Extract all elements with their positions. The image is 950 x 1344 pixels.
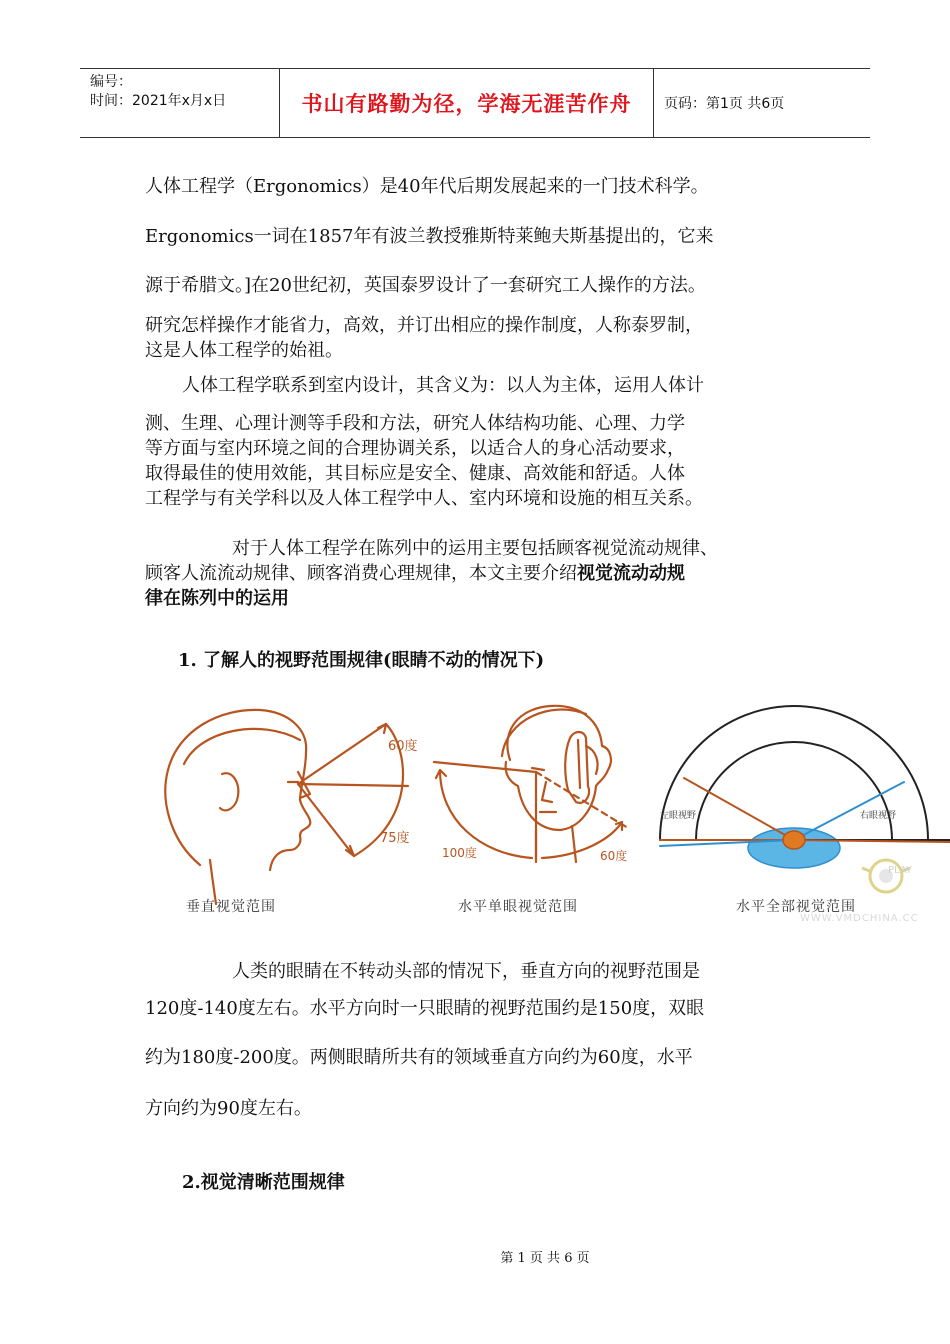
- body-text: 顾客人流流动规律、顾客消费心理规律，本文主要介绍: [145, 563, 577, 584]
- body-line: 这是人体工程学的始祖。: [145, 340, 343, 361]
- motto-text: 书山有路勤为径，学海无涯苦作舟: [301, 92, 632, 116]
- body-line: Ergonomics一词在1857年有波兰教授雅斯特莱鲍夫斯基提出的，它来: [145, 226, 714, 247]
- watermark-text: WWW.VMDCHINA.CC: [800, 913, 919, 924]
- body-line: 工程学与有关学科以及人体工程学中人、室内环境和设施的相互关系。: [145, 488, 703, 509]
- section-heading: 2.视觉清晰范围规律: [182, 1172, 345, 1193]
- body-line: 人类的眼睛在不转动头部的情况下，垂直方向的视野范围是: [232, 961, 700, 982]
- body-line: 方向约为90度左右。: [145, 1098, 312, 1119]
- body-line: [145, 559, 685, 585]
- page-label: 页码：第1页 共6页: [664, 96, 785, 112]
- mono-view-diagram: [434, 706, 628, 862]
- angle-up-label: 60度: [388, 739, 418, 754]
- body-line: 约为180度-200度。两侧眼睛所共有的领域垂直方向约为60度，水平: [145, 1047, 693, 1068]
- header-meta: [80, 69, 280, 137]
- number-label: 编号：: [90, 74, 132, 90]
- time-label: 时间：2021年x月x日: [90, 93, 227, 109]
- body-line: 测、生理、心理计测等手段和方法，研究人体结构功能、心理、力学: [145, 413, 685, 434]
- vertical-view-diagram: [165, 710, 408, 904]
- caption-vertical: 垂直视觉范围: [186, 899, 276, 915]
- body-emphasis: 视觉流动动规: [577, 563, 685, 584]
- section-heading: 1. 了解人的视野范围规律(眼睛不动的情况下): [178, 650, 545, 671]
- page-footer: [0, 1247, 950, 1266]
- left-eye-label: 左眼视野: [660, 811, 697, 821]
- body-line: 对于人体工程学在陈列中的运用主要包括顾客视觉流动规律、: [232, 538, 718, 559]
- document-header: [80, 68, 870, 138]
- right-eye-label: 右眼视野: [860, 811, 897, 821]
- full-view-diagram: [660, 706, 950, 868]
- header-page: [654, 69, 870, 137]
- vision-range-figure: [140, 690, 950, 930]
- body-line: 源于希腊文。]在20世纪初，英国泰罗设计了一套研究工人操作的方法。: [145, 275, 706, 296]
- caption-mono: 水平单眼视觉范围: [458, 899, 578, 915]
- angle-down-label: 75度: [380, 831, 410, 846]
- watermark-top: PLAY: [888, 865, 913, 876]
- angle-left-label: 100度: [442, 846, 477, 860]
- body-emphasis: 律在陈列中的运用: [145, 588, 289, 609]
- body-line: 人体工程学联系到室内设计，其含义为：以人为主体，运用人体计: [182, 375, 704, 396]
- body-line: 取得最佳的使用效能，其目标应是安全、健康、高效能和舒适。人体: [145, 463, 685, 484]
- header-motto: [280, 69, 654, 137]
- body-line: 研究怎样操作才能省力，高效，并订出相应的操作制度，人称泰罗制，: [145, 315, 703, 336]
- body-line: 等方面与室内环境之间的合理协调关系，以适合人的身心活动要求，: [145, 438, 685, 459]
- body-line: 120度-140度左右。水平方向时一只眼睛的视野范围约是150度，双眼: [145, 998, 705, 1019]
- caption-full: 水平全部视觉范围: [736, 899, 856, 915]
- angle-right-label: 60度: [600, 849, 628, 863]
- footer-page-number: 第 1 页 共 6 页: [500, 1251, 590, 1266]
- body-line: 人体工程学（Ergonomics）是40年代后期发展起来的一门技术科学。: [145, 176, 709, 197]
